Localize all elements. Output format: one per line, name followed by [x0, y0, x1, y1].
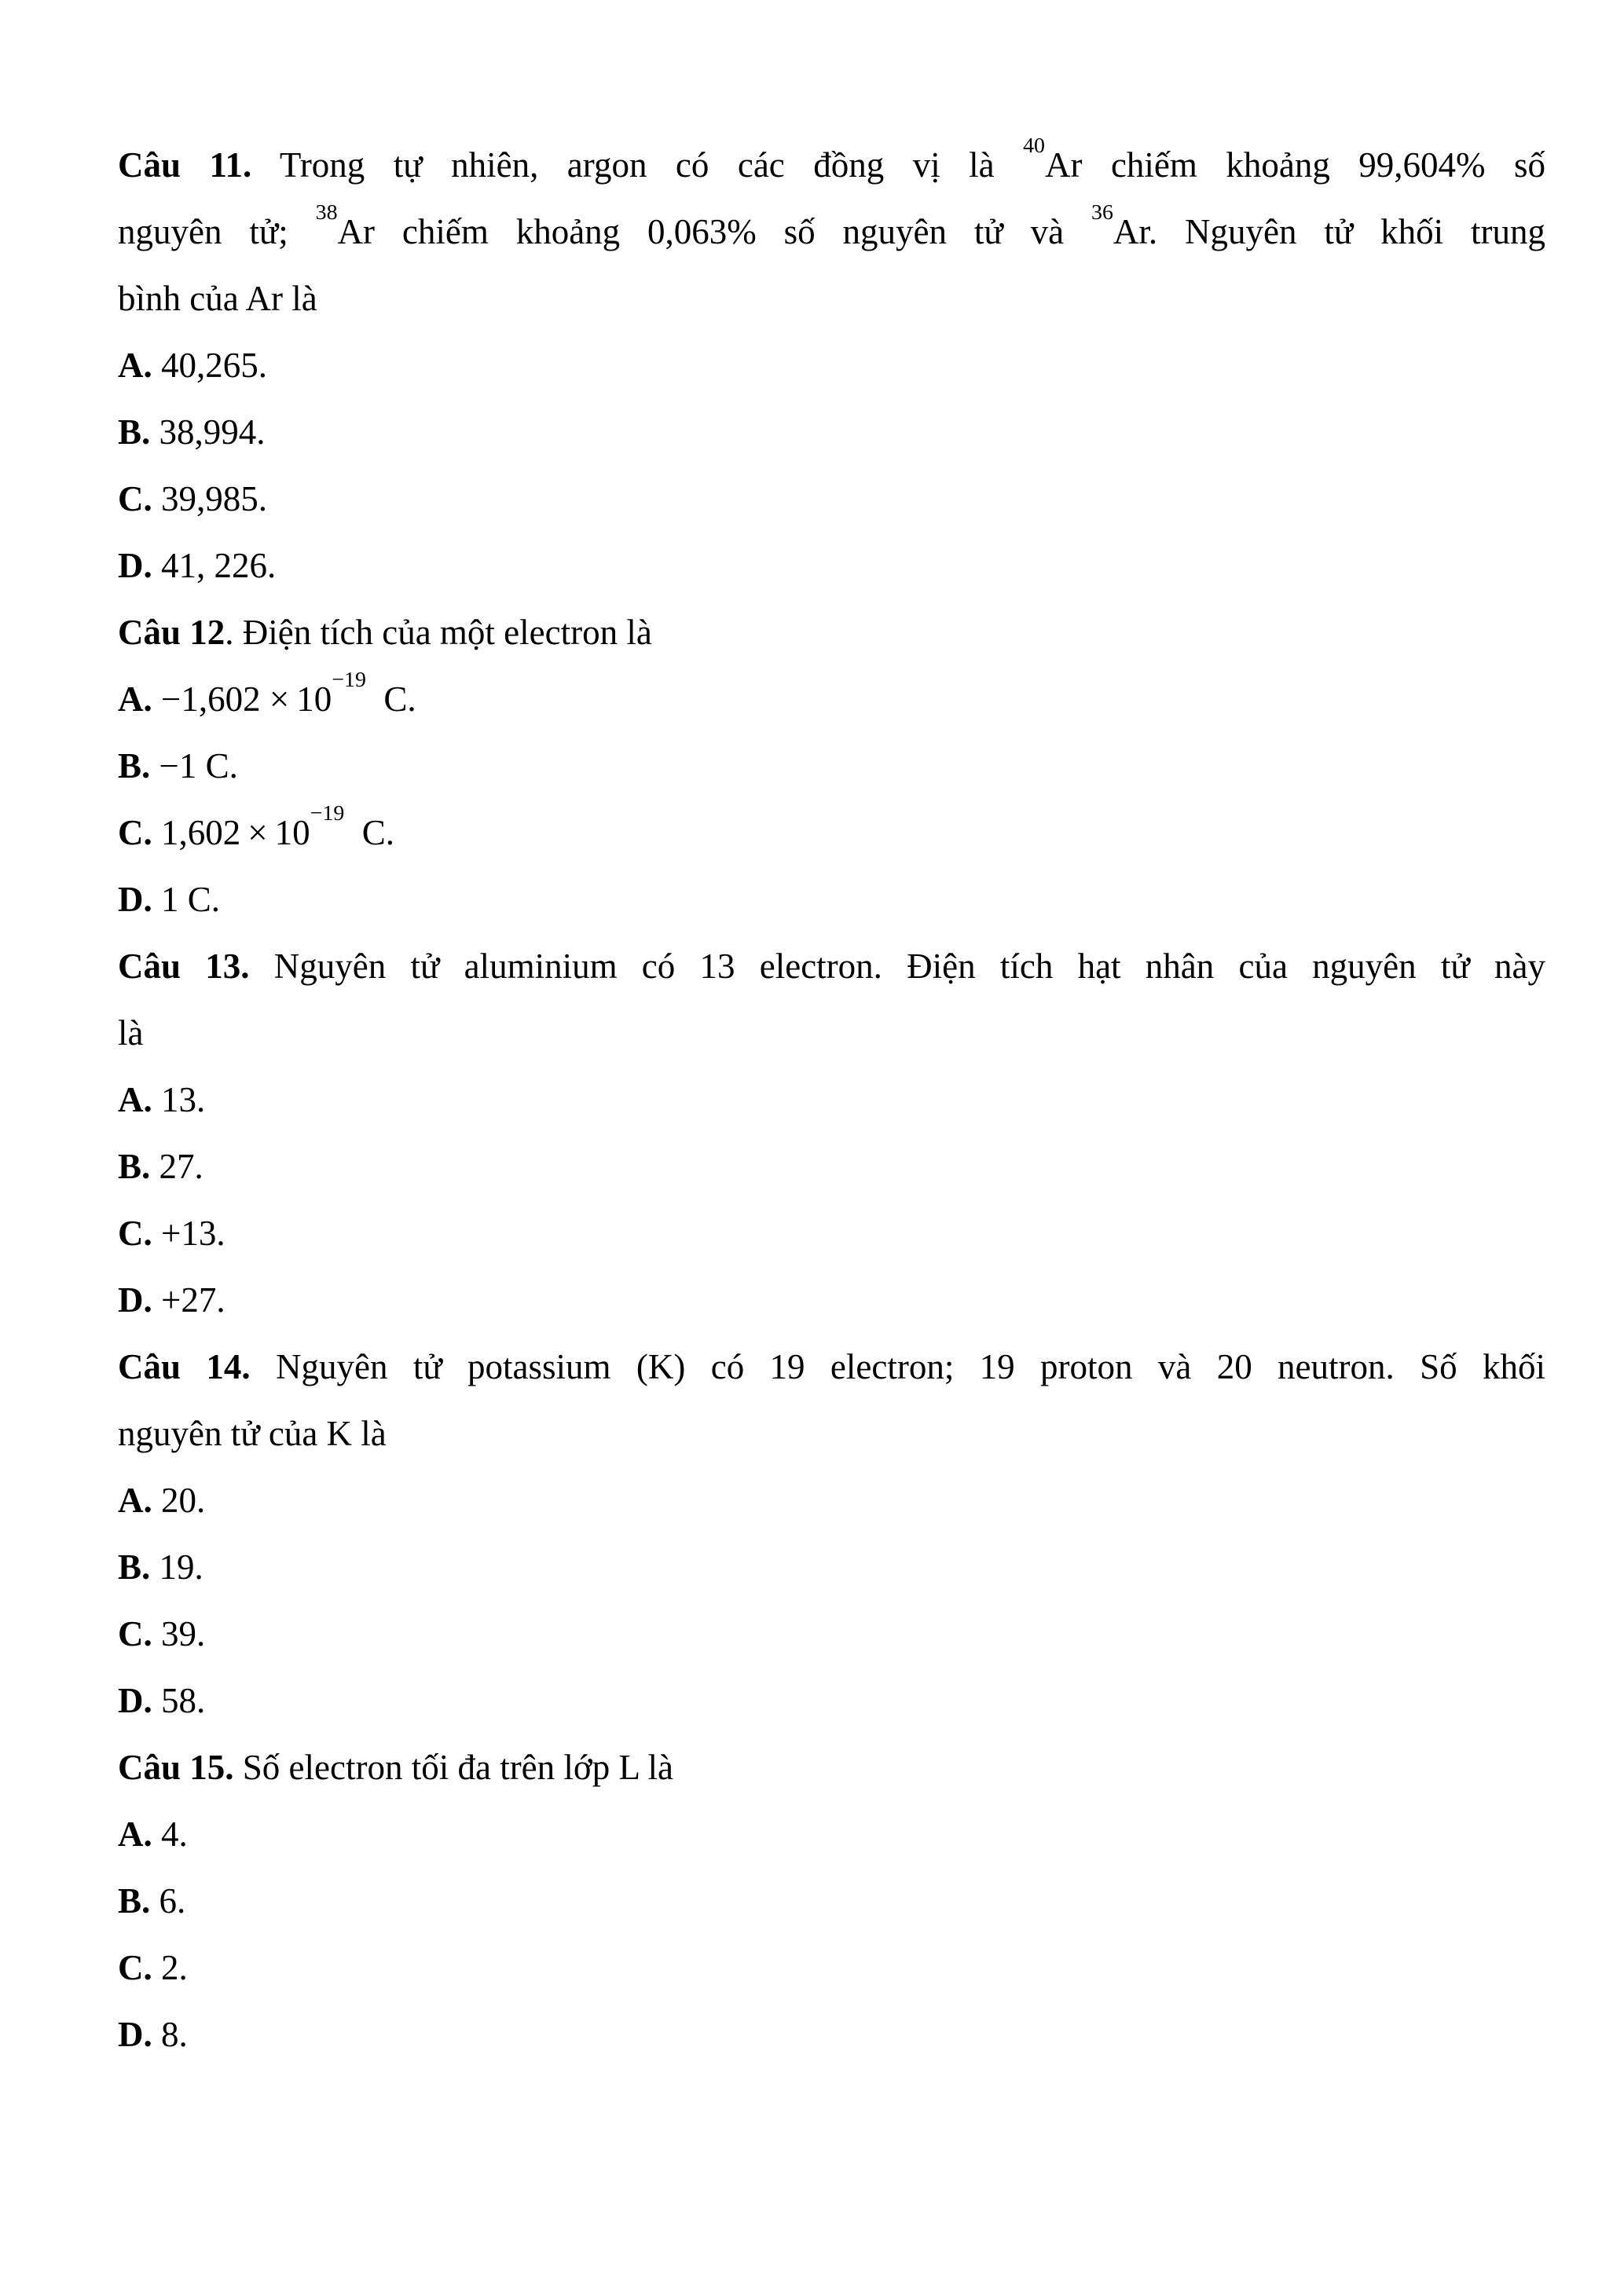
- answer-option: [118, 1467, 1545, 1534]
- option-letter: A.: [118, 679, 152, 719]
- text-segment: 39.: [152, 1614, 206, 1653]
- question-block: [118, 1734, 1545, 2068]
- text-segment: 41, 226.: [152, 546, 277, 585]
- text-segment: 27.: [150, 1147, 203, 1186]
- option-letter: B.: [118, 1881, 151, 1921]
- question-number: Câu 11.: [118, 145, 252, 185]
- text-segment: Ar chiếm khoảng 99,604% số: [1045, 145, 1546, 185]
- answer-option: [118, 533, 1545, 599]
- text-segment: C.: [344, 813, 395, 852]
- text-segment: 19.: [150, 1547, 203, 1587]
- text-segment: nguyên tử;: [118, 212, 316, 251]
- superscript: 36: [1091, 200, 1113, 225]
- text-segment: 39,985.: [152, 479, 267, 518]
- text-segment: 2.: [152, 1948, 188, 1987]
- option-letter: B.: [118, 412, 151, 452]
- question-text-line: [118, 1334, 1545, 1401]
- answer-option: [118, 866, 1545, 933]
- text-segment: +13.: [152, 1214, 225, 1253]
- text-segment: nguyên tử của K là: [118, 1414, 387, 1453]
- question-text-line: [118, 933, 1545, 1000]
- text-segment: Nguyên tử potassium (K) có 19 electron; 19 proton và 20 neutron. Số khối: [250, 1347, 1545, 1386]
- answer-option: [118, 332, 1545, 399]
- text-segment: −1,602 × 10: [152, 679, 332, 719]
- question-text-line: [118, 199, 1545, 265]
- answer-option: [118, 399, 1545, 466]
- question-text-line: [118, 1734, 1545, 1801]
- answer-option: [118, 733, 1545, 800]
- text-segment: 8.: [152, 2015, 188, 2054]
- question-text-line: [118, 599, 1545, 666]
- question-text-line: [118, 1000, 1545, 1067]
- text-segment: 20.: [152, 1481, 206, 1520]
- question-text-line: [118, 132, 1545, 199]
- option-letter: A.: [118, 1481, 152, 1520]
- option-letter: D.: [118, 880, 152, 919]
- text-segment: Nguyên tử aluminium có 13 electron. Điện tích hạt nhân của nguyên tử này: [249, 947, 1545, 986]
- answer-option: [118, 1067, 1545, 1133]
- answer-option: [118, 1868, 1545, 1935]
- text-segment: 1,602 × 10: [152, 813, 310, 852]
- option-letter: D.: [118, 546, 152, 585]
- question-text-line: [118, 1401, 1545, 1467]
- option-letter: B.: [118, 1147, 151, 1186]
- question-block: [118, 132, 1545, 599]
- question-number: Câu 12: [118, 613, 225, 652]
- text-segment: 6.: [150, 1881, 186, 1921]
- text-segment: là: [118, 1013, 144, 1053]
- text-segment: 4.: [152, 1814, 188, 1854]
- answer-option: [118, 1601, 1545, 1668]
- text-segment: 1 C.: [152, 880, 221, 919]
- answer-option: [118, 800, 1545, 866]
- answer-option: [118, 2001, 1545, 2068]
- option-letter: A.: [118, 346, 152, 385]
- option-letter: C.: [118, 479, 152, 518]
- answer-option: [118, 466, 1545, 533]
- question-text-line: [118, 265, 1545, 332]
- answer-option: [118, 1801, 1545, 1868]
- answer-option: [118, 1935, 1545, 2001]
- question-number: Câu 15.: [118, 1748, 234, 1787]
- answer-option: [118, 1668, 1545, 1734]
- text-segment: Ar chiếm khoảng 0,063% số nguyên tử và: [337, 212, 1091, 251]
- text-segment: 38,994.: [150, 412, 266, 452]
- answer-option: [118, 1133, 1545, 1200]
- question-block: [118, 933, 1545, 1334]
- option-letter: B.: [118, 1547, 151, 1587]
- text-segment: Ar. Nguyên tử khối trung: [1113, 212, 1545, 251]
- text-segment: Trong tự nhiên, argon có các đồng vị là: [251, 145, 1024, 185]
- text-segment: . Điện tích của một electron là: [225, 613, 652, 652]
- question-number: Câu 14.: [118, 1347, 251, 1386]
- answer-option: [118, 1534, 1545, 1601]
- question-block: [118, 599, 1545, 933]
- text-segment: bình của Ar là: [118, 279, 317, 318]
- option-letter: D.: [118, 1681, 152, 1720]
- option-letter: D.: [118, 1280, 152, 1320]
- question-block: [118, 1334, 1545, 1734]
- text-segment: −1 C.: [150, 746, 238, 785]
- option-letter: A.: [118, 1814, 152, 1854]
- text-segment: Số electron tối đa trên lớp L là: [233, 1748, 673, 1787]
- text-segment: 58.: [152, 1681, 206, 1720]
- option-letter: D.: [118, 2015, 152, 2054]
- text-segment: 40,265.: [152, 346, 267, 385]
- answer-option: [118, 1200, 1545, 1267]
- option-letter: C.: [118, 813, 152, 852]
- answer-option: [118, 1267, 1545, 1334]
- text-segment: 13.: [152, 1080, 206, 1119]
- option-letter: C.: [118, 1614, 152, 1653]
- answer-option: [118, 666, 1545, 733]
- text-segment: C.: [365, 679, 416, 719]
- superscript: 40: [1023, 133, 1045, 158]
- question-number: Câu 13.: [118, 947, 250, 986]
- superscript: −19: [332, 667, 366, 692]
- superscript: −19: [310, 800, 345, 826]
- option-letter: A.: [118, 1080, 152, 1119]
- text-segment: +27.: [152, 1280, 225, 1320]
- option-letter: C.: [118, 1948, 152, 1987]
- option-letter: B.: [118, 746, 151, 785]
- option-letter: C.: [118, 1214, 152, 1253]
- superscript: 38: [315, 200, 338, 225]
